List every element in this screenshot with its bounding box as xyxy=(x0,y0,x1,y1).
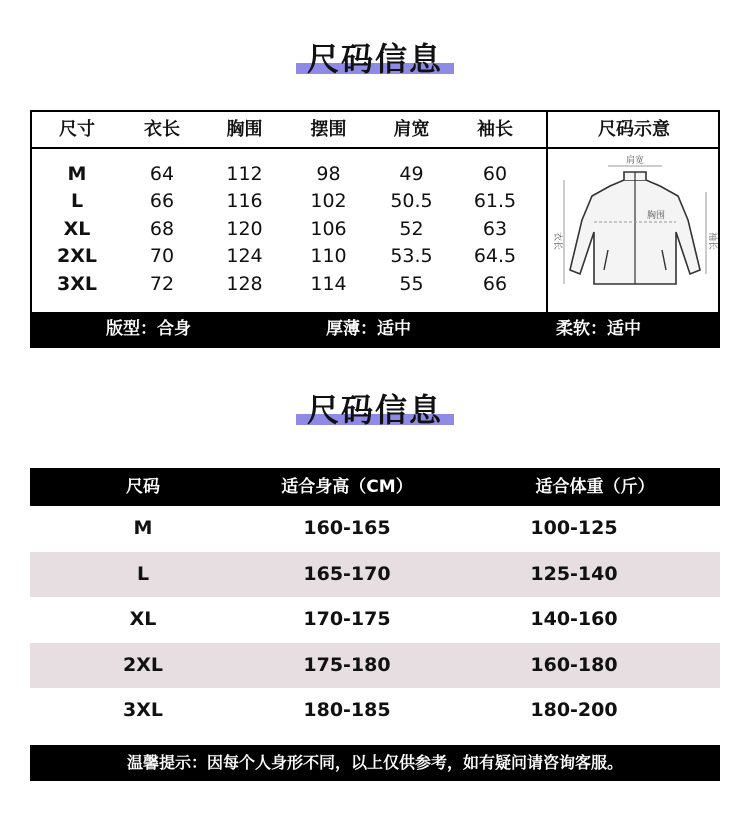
cell-chest: 120 xyxy=(226,217,263,240)
cell-height: 175-180 xyxy=(303,653,391,676)
attribute-bar xyxy=(32,312,718,346)
cell-sleeve: 66 xyxy=(482,272,508,295)
cell-size: L xyxy=(136,562,150,585)
table-row xyxy=(32,161,547,188)
attribute-fit: 版型：合身 xyxy=(106,319,191,339)
table-row xyxy=(30,688,720,734)
shoulder-label: 肩宽 xyxy=(626,156,645,166)
table-row xyxy=(30,506,720,552)
cell-weight: 160-180 xyxy=(530,653,618,676)
cell-size: 2XL xyxy=(123,653,163,676)
attribute-thickness: 厚薄：适中 xyxy=(326,319,411,339)
table-row xyxy=(32,188,547,215)
cell-size: XL xyxy=(63,217,91,240)
cell-size: L xyxy=(70,190,84,213)
size-fit-table xyxy=(30,468,720,734)
cell-length: 64 xyxy=(149,163,175,185)
cell-size: 2XL xyxy=(57,245,97,268)
header-hem: 摆围 xyxy=(310,119,347,140)
cell-hem: 110 xyxy=(310,245,347,268)
diagram-title: 尺码示意 xyxy=(548,112,720,149)
attribute-softness: 柔软：适中 xyxy=(556,319,641,339)
cell-shoulder: 52 xyxy=(399,217,424,240)
cell-shoulder: 50.5 xyxy=(390,190,433,213)
cell-length: 70 xyxy=(149,245,175,268)
jacket-diagram xyxy=(550,152,718,310)
cell-shoulder: 49 xyxy=(399,163,424,185)
table-row xyxy=(32,271,547,298)
cell-chest: 124 xyxy=(226,245,263,268)
cell-hem: 102 xyxy=(310,190,347,213)
cell-sleeve: 60 xyxy=(482,163,508,185)
table-row xyxy=(30,597,720,643)
cell-length: 68 xyxy=(149,217,175,240)
size-table-header xyxy=(32,112,547,149)
size-measurement-table xyxy=(30,110,720,348)
cell-height: 180-185 xyxy=(303,699,391,722)
chest-label: 胸围 xyxy=(647,211,666,221)
cell-length: 66 xyxy=(149,190,175,213)
cell-weight: 125-140 xyxy=(530,562,618,585)
cell-hem: 98 xyxy=(316,163,341,185)
header-shoulder: 肩宽 xyxy=(393,119,430,140)
fit-table-header xyxy=(30,468,720,506)
header-size: 尺码 xyxy=(126,477,160,497)
cell-size: M xyxy=(133,517,153,539)
header-height: 适合身高（CM） xyxy=(281,477,413,497)
cell-sleeve: 63 xyxy=(482,217,508,240)
sleeve-label: 袖长 xyxy=(707,232,717,251)
cell-height: 170-175 xyxy=(303,608,391,631)
cell-sleeve: 61.5 xyxy=(473,190,517,213)
table-row xyxy=(32,243,547,270)
cell-height: 160-165 xyxy=(303,517,391,539)
cell-sleeve: 64.5 xyxy=(473,245,517,268)
size-table-body xyxy=(32,161,547,298)
cell-shoulder: 55 xyxy=(399,272,424,295)
table-row xyxy=(32,216,547,243)
cell-shoulder: 53.5 xyxy=(390,245,433,268)
cell-size: 3XL xyxy=(123,699,163,722)
cell-hem: 114 xyxy=(310,272,347,295)
cell-hem: 106 xyxy=(310,217,347,240)
cell-weight: 100-125 xyxy=(530,517,618,539)
cell-weight: 140-160 xyxy=(530,608,618,631)
table-row xyxy=(30,643,720,689)
section-title-size-info: 尺码信息 xyxy=(306,40,443,78)
tip-bar: 温馨提示：因每个人身形不同，以上仅供参考，如有疑问请咨询客服。 xyxy=(30,745,720,781)
header-chest: 胸围 xyxy=(226,119,263,140)
header-length: 衣长 xyxy=(144,119,180,140)
cell-height: 165-170 xyxy=(303,562,391,585)
cell-weight: 180-200 xyxy=(530,699,618,722)
cell-size: M xyxy=(67,163,87,185)
cell-chest: 112 xyxy=(226,163,263,185)
cell-chest: 116 xyxy=(226,190,263,213)
table-row xyxy=(30,552,720,598)
section-title-size-info: 尺码信息 xyxy=(306,391,443,429)
cell-length: 72 xyxy=(149,272,175,295)
cell-size: XL xyxy=(129,608,157,631)
cell-chest: 128 xyxy=(226,272,263,295)
header-sleeve: 袖长 xyxy=(477,119,513,140)
length-label: 衣长 xyxy=(552,232,562,251)
header-weight: 适合体重（斤） xyxy=(535,477,655,497)
header-size: 尺寸 xyxy=(59,119,95,140)
cell-size: 3XL xyxy=(57,272,97,295)
